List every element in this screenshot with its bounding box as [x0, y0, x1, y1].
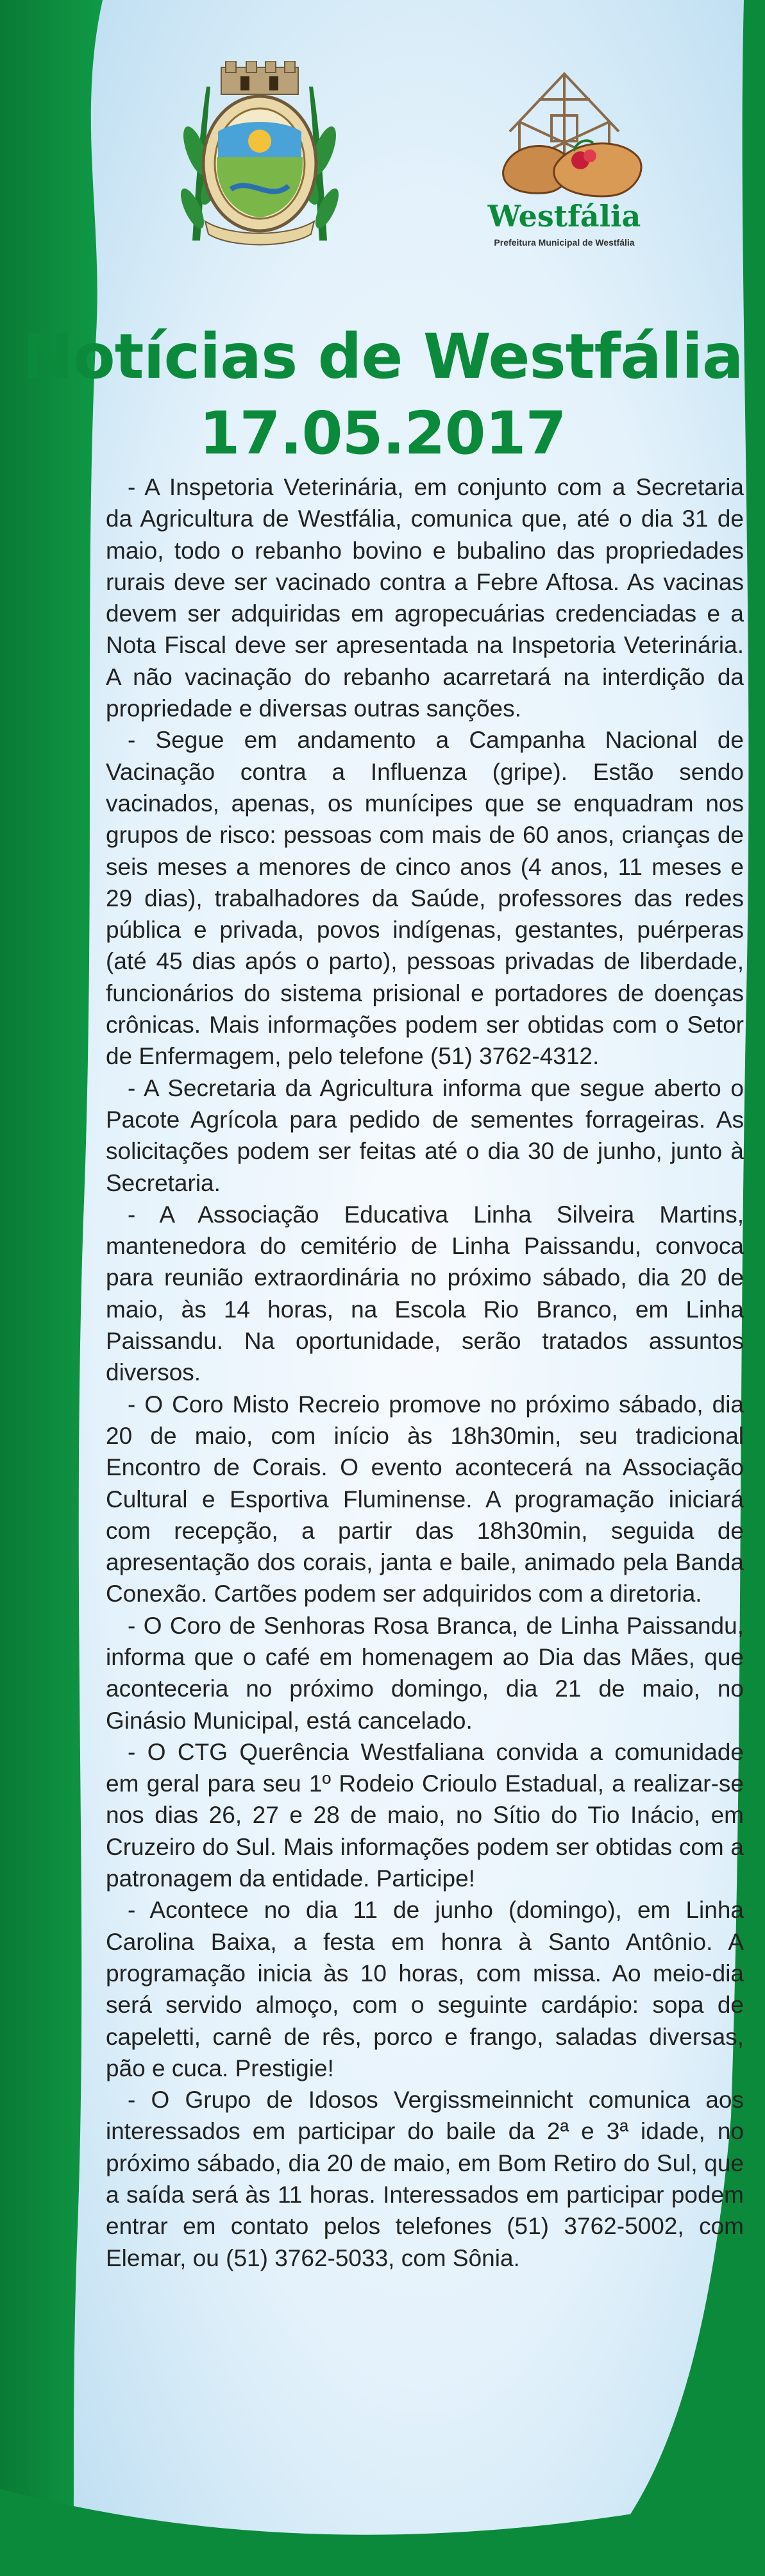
news-item-mothers-day-cancelled: - O Coro de Senhoras Rosa Branca, de Linha Paissandu, informa que o café em homenagem ao Dia das Mães, que aconteceria no próximo domingo, dia 21 de maio, no Ginásio Municipal, está cancelado. [106, 1612, 744, 1734]
city-crest-logo [167, 61, 353, 250]
brand-subtitle: Prefeitura Municipal de Westfália [494, 237, 635, 248]
news-item-santo-antonio-festival: - Acontece no dia 11 de junho (domingo), em Linha Carolina Baixa, a festa em honra à Santo Antônio. A programação inicia às 10 horas, com missa. Ao meio-dia será servido almoço, com o seguinte cardápio: sopa de capeletti, carnê de rês, porco e frango, saladas diversas, pão e cuca. Prestigie! [106, 1897, 744, 2081]
wooden-clogs-icon [503, 140, 641, 196]
news-article [106, 471, 744, 2274]
brand-name: Westfália [487, 199, 641, 233]
page-title: Notícias de Westfália [22, 321, 743, 393]
news-item-agricultural-package: - A Secretaria da Agricultura informa que segue aberto o Pacote Agrícola para pedido de sementes forrageiras. As solicitações podem ser feitas até o dia 30 de junho, junto à Secretaria. [106, 1074, 744, 1196]
page-date: 17.05.2017 [199, 399, 566, 468]
news-item-rodeo: - O CTG Querência Westfaliana convida a comunidade em geral para seu 1º Rodeio Crioulo Estadual, a realizar-se nos dias 26, 27 e 28 de maio, no Sítio do Tio Inácio, em Cruzeiro do Sul. Mais informações podem ser obtidas com a patronagem da entidade. Participe! [106, 1738, 744, 1892]
news-item-vaccination-aftosa: - A Inspetoria Veterinária, em conjunto com a Secretaria da Agricultura de Westfália, comunica que, até o dia 31 de maio, todo o rebanho bovino e bubalino das propriedades rurais deve ser vacinado contra a Febre Aftosa. As vacinas devem ser adquiridas em agropecuárias credenciadas e a Nota Fiscal deve ser apresentada na Inspetoria Veterinária. A não vacinação do rebanho acarretará na interdição da propriedade e diversas outras sanções. [106, 474, 744, 722]
crown-icon [221, 61, 298, 94]
westfalia-logo [471, 61, 657, 202]
news-item-influenza-campaign: - Segue em andamento a Campanha Nacional de Vacinação contra a Influenza (gripe). Estão sendo vacinados, apenas, os munícipes que se enquadram nos grupos de risco: pessoas com mais de 60 anos, crianças de seis meses a menores de cinco anos (4 anos, 11 meses e 29 dias), trabalhadores da Saúde, professores das redes pública e privada, povos indígenas, gestantes, puérperas (até 45 dias após o parto), pessoas privadas de liberdade, funcionários do sistema prisional e portadores de doenças crônicas. Mais informações podem ser obtidas com o Setor de Enfermagem, pelo telefone (51) 3762-4312. [106, 727, 744, 1070]
news-item-seniors-dance: - O Grupo de Idosos Vergissmeinnicht comunica aos interessados em participar do baile da 2ª e 3ª idade, no próximo sábado, dia 20 de maio, em Bom Retiro do Sul, que a saída será às 11 horas. Interessados em participar podem entrar em contato pelos telefones (51) 3762-5002, com Elemar, ou (51) 3762-5033, com Sônia. [106, 2087, 744, 2271]
news-item-association-meeting: - A Associação Educativa Linha Silveira Martins, mantenedora do cemitério de Linha Paissandu, convoca para reunião extraordinária no próximo sábado, dia 20 de maio, às 14 horas, na Escola Rio Branco, em Linha Paissandu. Na oportunidade, serão tratados assuntos diversos. [106, 1201, 744, 1386]
shield-icon [203, 96, 316, 231]
news-item-choir-encounter: - O Coro Misto Recreio promove no próximo sábado, dia 20 de maio, com início às 18h30min, seu tradicional Encontro de Corais. O evento acontecerá na Associação Cultural e Esportiva Fluminense. A programação iniciará com recepção, a partir das 18h30min, seguida de apresentação dos corais, janta e baile, animado pela Banda Conexão. Cartões podem ser adquiridos com a diretoria. [106, 1391, 744, 1607]
